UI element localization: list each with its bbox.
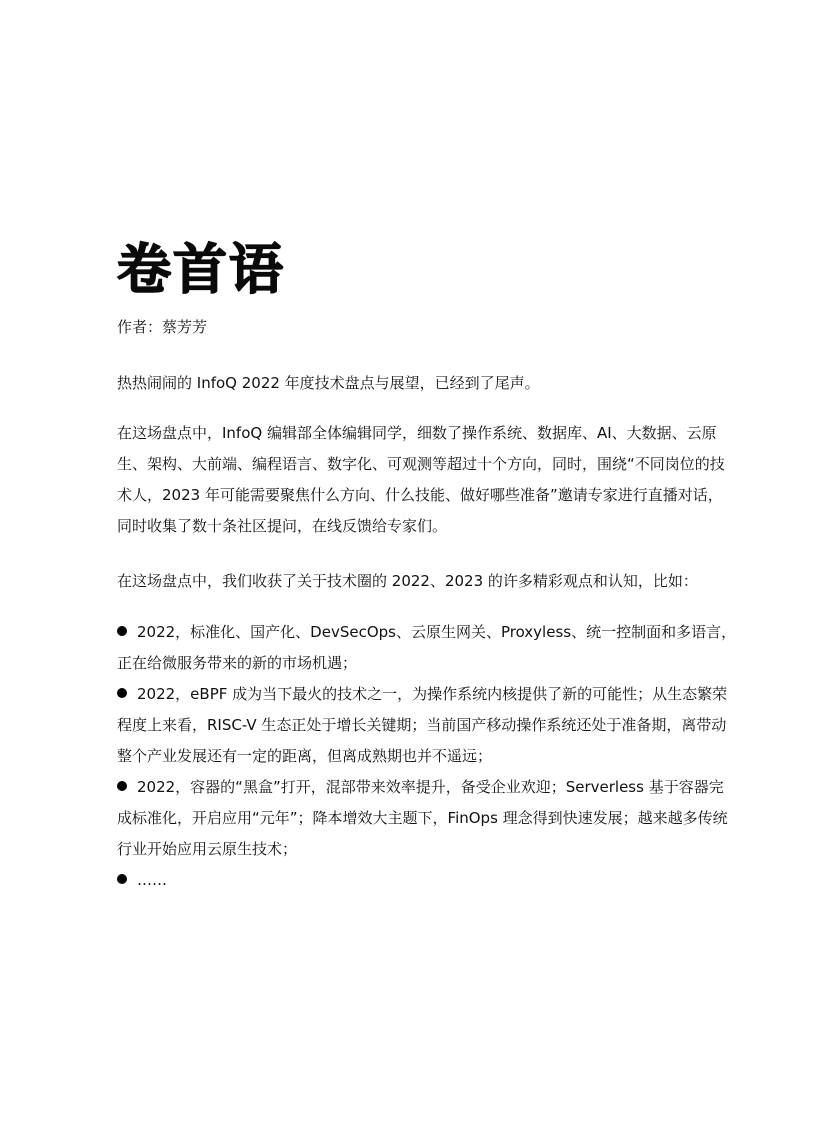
bullet-icon (117, 688, 127, 698)
overview-paragraph: 在这场盘点中，InfoQ 编辑部全体编辑同学，细数了操作系统、数据库、AI、大数据、云原生、架构、大前端、编程语言、数字化、可观测等超过十个方向，同时，围绕“不同岗位的技术人，2023 年可能需要聚焦什么方向、什么技能、做好哪些准备”邀请专家进行直播对话，同时收集了数十条社区提问，在线反馈给专家们。 (117, 424, 725, 535)
list-item-text: 2022，eBPF 成为当下最火的技术之一，为操作系统内核提供了新的可能性；从生态繁荣程度上来看，RISC-V 生态正处于增长关键期；当前国产移动操作系统还处于准备期，离带动整个产业发展还有一定的距离，但离成熟期也并不遥远； (117, 685, 728, 765)
page-title: 卷首语 (117, 238, 285, 301)
intro-paragraph: 热热闹闹的 InfoQ 2022 年度技术盘点与展望，已经到了尾声。 (117, 374, 540, 392)
bullet-icon (117, 626, 127, 636)
list-item (117, 865, 737, 896)
insights-intro-paragraph: 在这场盘点中，我们收获了关于技术圈的 2022、2023 的许多精彩观点和认知，比如： (117, 572, 698, 590)
list-item-text: …… (137, 871, 167, 889)
list-item (117, 772, 737, 865)
author-line: 作者：蔡芳芳 (117, 318, 208, 336)
insights-list (117, 617, 737, 896)
list-item-text: 2022，容器的“黑盒”打开，混部带来效率提升，备受企业欢迎；Serverless 基于容器完成标准化，开启应用“元年”；降本增效大主题下，FinOps 理念得到快速发展；越来越多传统行业开始应用云原生技术； (117, 778, 728, 858)
bullet-icon (117, 874, 127, 884)
list-item-text: 2022，标准化、国产化、DevSecOps、云原生网关、Proxyless、统一控制面和多语言，正在给微服务带来的新的市场机遇； (117, 623, 737, 672)
list-item (117, 617, 737, 679)
list-item (117, 679, 737, 772)
bullet-icon (117, 781, 127, 791)
